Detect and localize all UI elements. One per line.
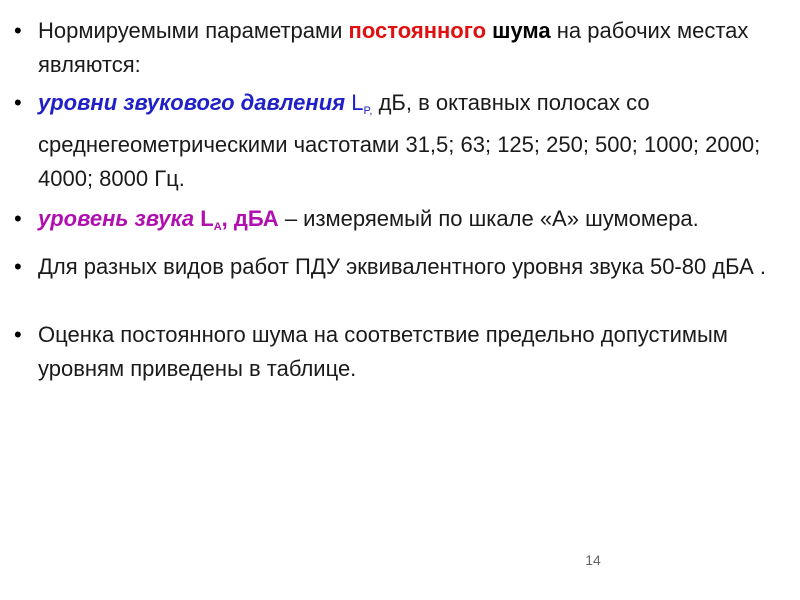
symbol-subscript-p: P, — [363, 105, 373, 117]
bullet-list — [10, 14, 785, 392]
bullet-dot-icon: • — [14, 254, 22, 279]
bullet-dot-icon: • — [14, 322, 22, 347]
bullet-dot-icon: • — [14, 206, 22, 231]
bullet-dot-icon: • — [14, 90, 22, 115]
symbol-l: L — [194, 206, 214, 231]
symbol-subscript-a: A — [213, 221, 222, 233]
text-segment: Нормируемыми параметрами — [38, 18, 349, 43]
text-segment: дБ, в октавных полосах со среднегеометрическими частотами 31,5; 63; 125; 250; 500; 1000; 2000; 4000; 8000 Гц. — [38, 90, 761, 191]
text-segment: на рабочих местах являются: — [38, 18, 749, 77]
highlight-constant: постоянного — [348, 18, 487, 43]
bullet-sound-pressure-levels — [10, 86, 785, 196]
bullet-normed-parameters — [10, 14, 785, 82]
highlight-sound-level: уровень звука — [38, 206, 195, 231]
symbol-l: L — [345, 90, 364, 115]
bullet-sound-level — [10, 202, 785, 244]
bullet-assessment — [10, 318, 785, 386]
page-number: 14 — [585, 552, 601, 568]
text-segment: – измеряемый по шкале «А» шумомера. — [278, 206, 699, 231]
text-segment: Оценка постоянного шума на соответствие предельно допустимым уровням приведены в таблице. — [38, 322, 728, 381]
highlight-noise: шума — [492, 18, 551, 43]
unit-dba: , дБА — [221, 206, 279, 231]
bullet-work-types — [10, 250, 785, 284]
highlight-sound-pressure: уровни звукового давления — [38, 90, 346, 115]
bullet-dot-icon: • — [14, 18, 22, 43]
text-segment: Для разных видов работ ПДУ эквивалентного уровня звука 50-80 дБА . — [38, 254, 767, 279]
